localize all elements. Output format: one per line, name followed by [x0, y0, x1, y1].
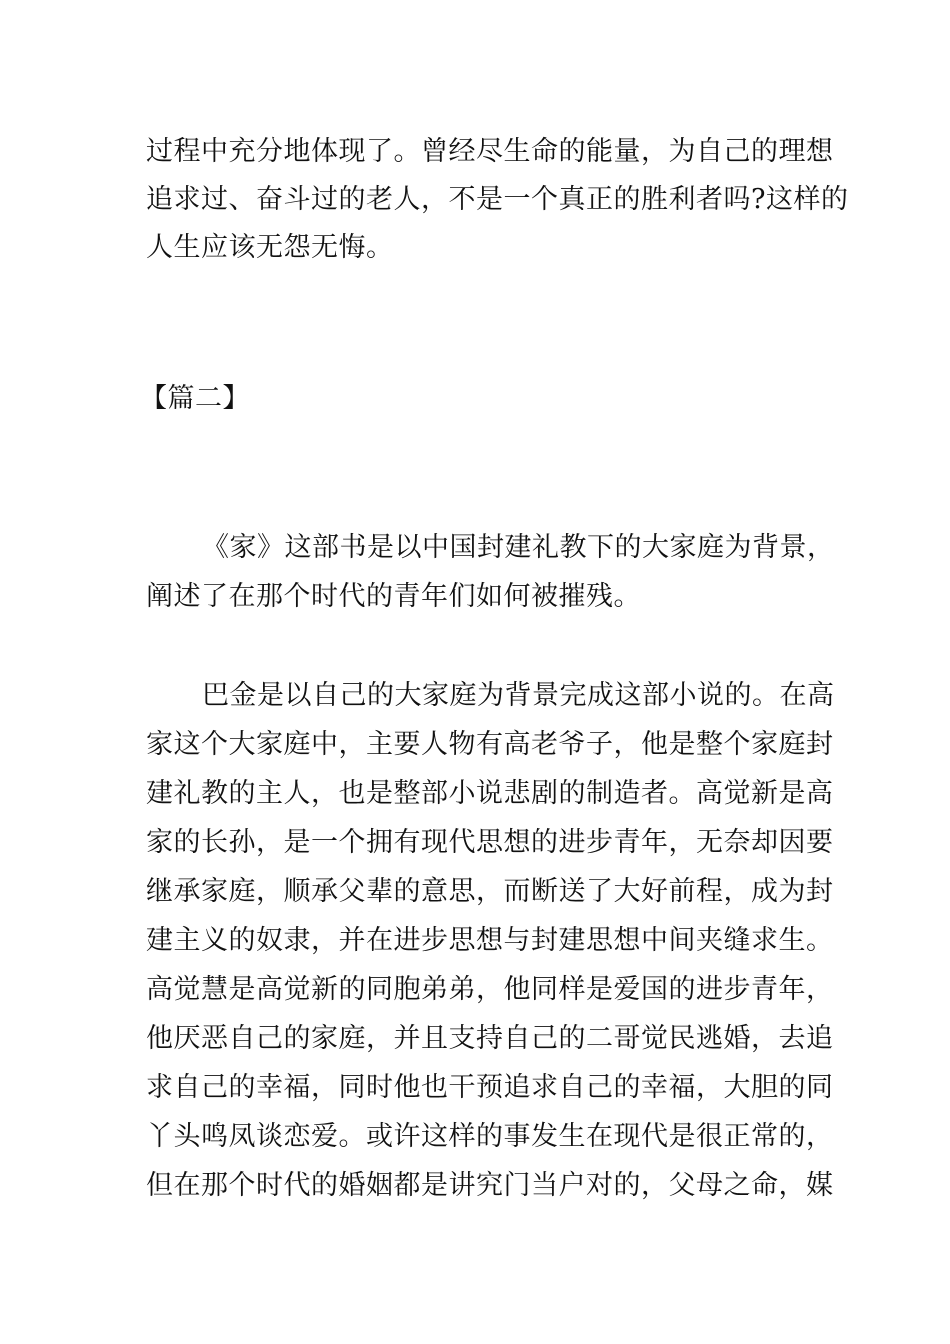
text-line: 建主义的奴隶，并在进步思想与封建思想中间夹缝求生。: [146, 925, 834, 956]
text-line: 求自己的幸福，同时他也干预追求自己的幸福，大胆的同: [146, 1072, 834, 1103]
text-line: 家这个大家庭中，主要人物有高老爷子，他是整个家庭封: [146, 729, 834, 760]
text-line: 《家》这部书是以中国封建礼教下的大家庭为背景，: [202, 532, 835, 563]
text-line: 阐述了在那个时代的青年们如何被摧残。: [146, 581, 641, 612]
text-line: 继承家庭，顺承父辈的意思，而断送了大好前程，成为封: [146, 876, 834, 907]
text-line: 过程中充分地体现了。曾经尽生命的能量，为自己的理想: [146, 136, 834, 167]
text-line: 家的长孙，是一个拥有现代思想的进步青年，无奈却因要: [146, 827, 834, 858]
text-line: 丫头鸣凤谈恋爱。或许这样的事发生在现代是很正常的，: [146, 1121, 834, 1152]
text-line: 但在那个时代的婚姻都是讲究门当户对的，父母之命，媒: [146, 1170, 834, 1201]
text-line: 人生应该无怨无悔。: [146, 232, 394, 263]
text-line: 巴金是以自己的大家庭为背景完成这部小说的。在高: [202, 680, 835, 711]
text-line: 追求过、奋斗过的老人，不是一个真正的胜利者吗?这样的: [146, 184, 849, 215]
section-heading: 【篇二】: [140, 383, 250, 414]
text-line: 高觉慧是高觉新的同胞弟弟，他同样是爱国的进步青年，: [146, 974, 834, 1005]
text-line: 建礼教的主人，也是整部小说悲剧的制造者。高觉新是高: [146, 778, 834, 809]
text-line: 他厌恶自己的家庭，并且支持自己的二哥觉民逃婚，去追: [146, 1023, 834, 1054]
